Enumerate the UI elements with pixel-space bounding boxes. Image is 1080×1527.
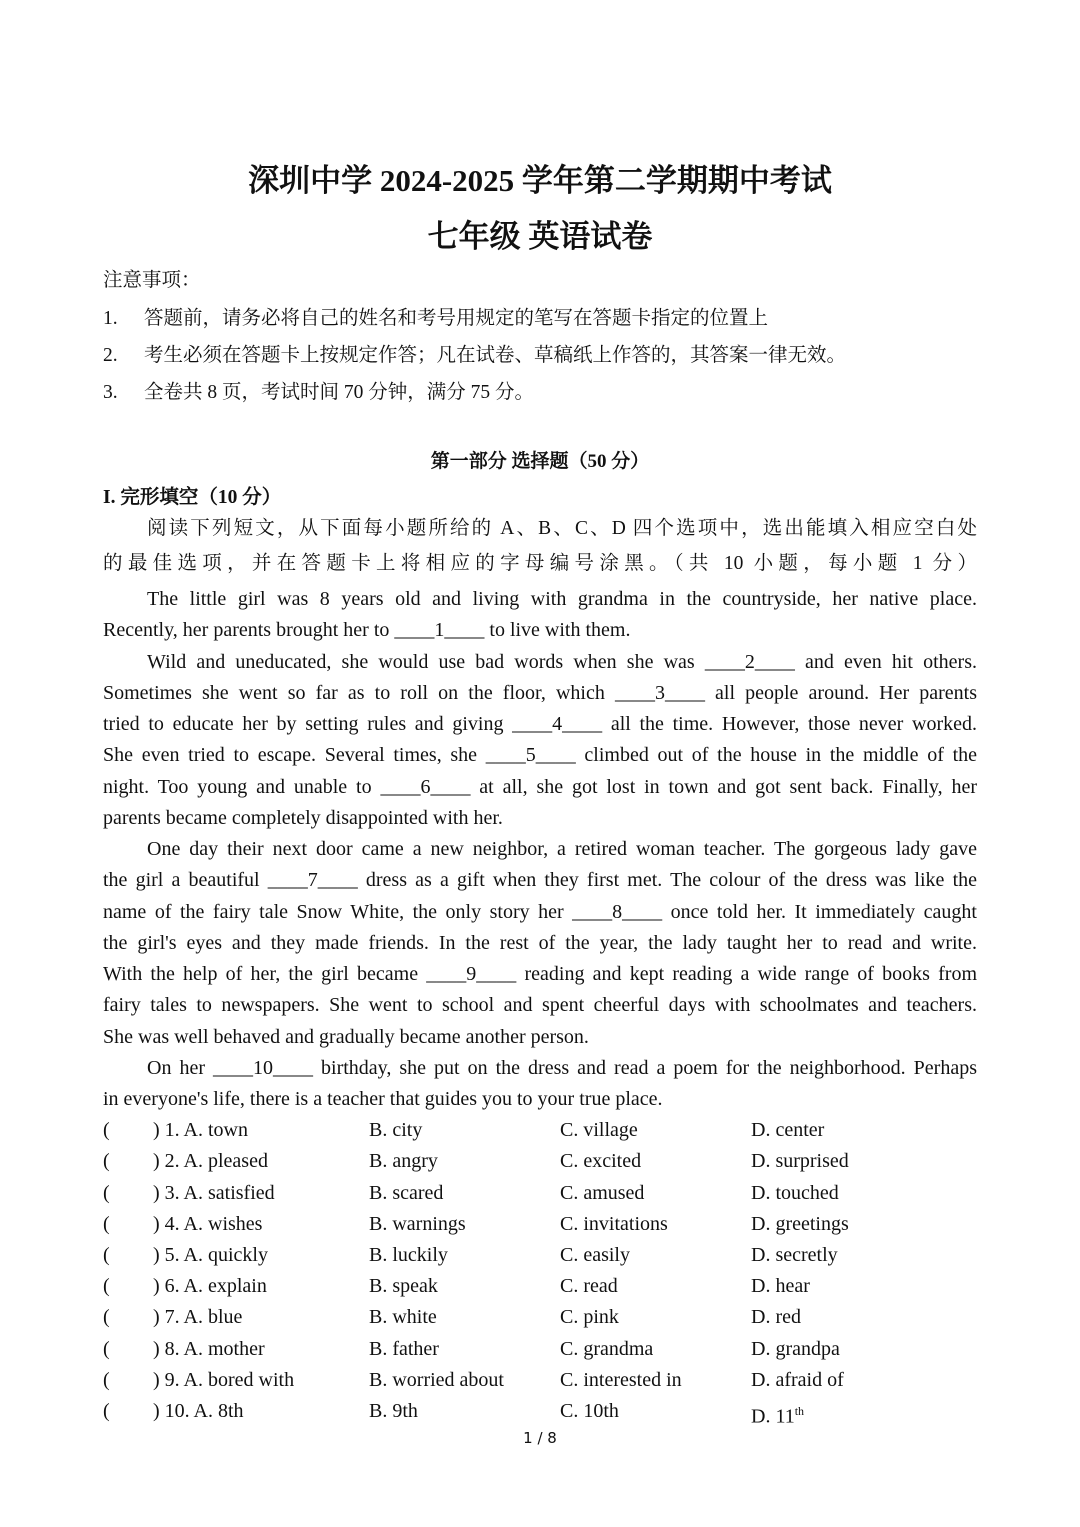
exam-subtitle: 七年级 英语试卷 <box>427 219 653 254</box>
open-paren-text: ( <box>103 1368 110 1391</box>
question-stem-option-a <box>153 1334 265 1365</box>
option-c-text: C. interested in <box>560 1368 682 1391</box>
open-paren <box>103 1271 110 1302</box>
option-b <box>369 1146 438 1177</box>
option-b <box>369 1302 437 1333</box>
part-title: I. 完形填空（10 分） <box>103 487 282 508</box>
open-paren-text: ( <box>103 1119 110 1142</box>
option-d <box>751 1146 849 1177</box>
option-d-text: D. secretly <box>751 1244 838 1267</box>
open-paren-text: ( <box>103 1150 110 1173</box>
option-c-text: C. amused <box>560 1181 645 1204</box>
question-row <box>0 1271 1080 1302</box>
question-stem-option-a-text: ) 1. A. town <box>153 1119 248 1142</box>
open-paren <box>103 1240 110 1271</box>
option-d-text: D. touched <box>751 1181 839 1204</box>
note-number: 3. <box>103 382 118 403</box>
question-stem-option-a-text: ) 8. A. mother <box>153 1337 265 1360</box>
option-b-text: B. speak <box>369 1275 438 1298</box>
passage-line: night. Too young and unable to ____6____ at all, she got lost in town and got sent back. Finally, her <box>103 775 977 798</box>
question-stem-option-a <box>153 1115 248 1146</box>
note-item <box>103 339 846 367</box>
open-paren <box>103 1178 110 1209</box>
question-stem-option-a-text: ) 3. A. satisfied <box>153 1181 275 1204</box>
option-c <box>560 1334 653 1365</box>
passage-line: With the help of her, the girl became ____9____ reading and kept reading a wide range of books from <box>103 963 977 985</box>
question-stem-option-a <box>153 1365 294 1396</box>
option-d-text: D. hear <box>751 1275 810 1298</box>
option-b-text: B. worried about <box>369 1368 504 1391</box>
open-paren-text: ( <box>103 1181 110 1204</box>
option-d <box>751 1209 849 1240</box>
open-paren-text: ( <box>103 1400 110 1423</box>
note-number: 1. <box>103 308 118 329</box>
open-paren <box>103 1396 110 1427</box>
option-c <box>560 1271 618 1302</box>
passage-line: Recently, her parents brought her to ____1____ to live with them. <box>103 619 631 642</box>
passage-line: tried to educate her by setting rules and giving ____4____ all the time. However, those never worked. <box>103 713 977 735</box>
option-c-text: C. excited <box>560 1150 642 1173</box>
option-d-text: D. grandpa <box>751 1337 840 1360</box>
option-c-text: C. read <box>560 1275 618 1298</box>
question-stem-option-a-text: ) 2. A. pleased <box>153 1150 268 1173</box>
open-paren-text: ( <box>103 1306 110 1329</box>
question-stem-option-a <box>153 1302 242 1333</box>
question-stem-option-a-text: ) 6. A. explain <box>153 1275 267 1298</box>
option-d-text: D. surprised <box>751 1150 849 1173</box>
passage-line: The little girl was 8 years old and living with grandma in the countryside, her native place. <box>147 588 977 610</box>
option-b <box>369 1240 448 1271</box>
passage-line: She even tried to escape. Several times, she ____5____ climbed out of the house in the middle of the <box>103 744 977 767</box>
option-d-text: D. afraid of <box>751 1368 844 1391</box>
question-row <box>0 1209 1080 1240</box>
option-d <box>751 1334 840 1365</box>
option-b-text: B. scared <box>369 1181 444 1204</box>
option-c <box>560 1396 619 1427</box>
question-stem-option-a-text: ) 5. A. quickly <box>153 1244 268 1267</box>
open-paren <box>103 1209 110 1240</box>
question-stem-option-a <box>153 1209 262 1240</box>
option-d <box>751 1271 810 1302</box>
passage-line: Wild and uneducated, she would use bad words when she was ____2____ and even hit others. <box>147 650 977 673</box>
passage-line: On her ____10____ birthday, she put on the dress and read a poem for the neighborhood. Perhaps <box>147 1056 977 1079</box>
option-b-text: B. city <box>369 1119 423 1142</box>
open-paren <box>103 1146 110 1177</box>
option-b <box>369 1396 418 1427</box>
question-row <box>0 1302 1080 1333</box>
note-text: 全卷共 8 页，考试时间 70 分钟，满分 75 分。 <box>144 382 535 403</box>
question-row <box>0 1146 1080 1177</box>
section-title: 第一部分 选择题（50 分） <box>430 451 650 472</box>
question-stem-option-a <box>153 1146 268 1177</box>
option-b <box>369 1115 422 1146</box>
passage-line: Sometimes she went so far as to roll on the floor, which ____3____ all people around. Her parents <box>103 681 977 704</box>
open-paren <box>103 1334 110 1365</box>
open-paren <box>103 1115 110 1146</box>
note-text: 考生必须在答题卡上按规定作答；凡在试卷、草稿纸上作答的，其答案一律无效。 <box>144 345 847 366</box>
option-c <box>560 1365 682 1396</box>
option-b <box>369 1271 438 1302</box>
passage-line: the girl's eyes and they made friends. In the rest of the year, the lady taught her to read and write. <box>103 931 977 954</box>
question-row <box>0 1396 1080 1427</box>
option-c-text: C. easily <box>560 1244 630 1267</box>
option-d-text: D. greetings <box>751 1212 849 1235</box>
question-row <box>0 1334 1080 1365</box>
option-b-text: B. warnings <box>369 1212 466 1235</box>
option-c <box>560 1146 641 1177</box>
option-b <box>369 1178 443 1209</box>
option-c-text: C. 10th <box>560 1400 619 1423</box>
option-d <box>751 1365 844 1396</box>
option-d <box>751 1302 801 1333</box>
instructions-line: 的最佳选项，并在答题卡上将相应的字母编号涂黑。（共 10 小题，每小题 1 分） <box>103 553 977 574</box>
option-d-text: D. red <box>751 1306 801 1329</box>
open-paren <box>103 1302 110 1333</box>
note-text: 答题前，请务必将自己的姓名和考号用规定的笔写在答题卡指定的位置上 <box>144 308 769 329</box>
option-b-text: B. white <box>369 1306 437 1329</box>
question-stem-option-a-text: ) 4. A. wishes <box>153 1212 263 1235</box>
option-c <box>560 1302 619 1333</box>
option-c <box>560 1209 668 1240</box>
option-d <box>751 1115 824 1146</box>
question-row <box>0 1115 1080 1146</box>
option-c-text: C. village <box>560 1119 638 1142</box>
option-b <box>369 1365 504 1396</box>
open-paren-text: ( <box>103 1275 110 1298</box>
option-c-text: C. grandma <box>560 1337 654 1360</box>
question-row <box>0 1178 1080 1209</box>
note-number: 2. <box>103 345 118 366</box>
question-stem-option-a <box>153 1178 275 1209</box>
open-paren-text: ( <box>103 1212 110 1235</box>
option-d <box>751 1396 804 1433</box>
passage-line: name of the fairy tale Snow White, the only story her ____8____ once told her. It immediately caught <box>103 900 977 923</box>
option-c <box>560 1115 638 1146</box>
passage-line: parents became completely disappointed with her. <box>103 806 503 829</box>
option-b-text: B. luckily <box>369 1244 448 1267</box>
passage-line: the girl a beautiful ____7____ dress as a gift when they first met. The colour of the dress was like the <box>103 869 977 892</box>
question-row <box>0 1365 1080 1396</box>
option-b <box>369 1209 466 1240</box>
option-d <box>751 1240 838 1271</box>
option-b <box>369 1334 439 1365</box>
open-paren-text: ( <box>103 1244 110 1267</box>
ordinal-suffix: th <box>794 1404 805 1419</box>
option-d-text: D. center <box>751 1119 825 1142</box>
notes-heading: 注意事项： <box>103 270 201 291</box>
question-stem-option-a-text: ) 10. A. 8th <box>153 1400 244 1423</box>
question-stem-option-a-text: ) 7. A. blue <box>153 1306 243 1329</box>
option-c <box>560 1240 630 1271</box>
question-stem-option-a <box>153 1240 268 1271</box>
option-d-text: D. 11 <box>751 1405 795 1428</box>
exam-title: 深圳中学 2024-2025 学年第二学期期中考试 <box>248 163 832 198</box>
question-stem-option-a <box>153 1396 244 1427</box>
passage-line: She was well behaved and gradually became another person. <box>103 1025 589 1048</box>
option-d <box>751 1178 839 1209</box>
option-b-text: B. father <box>369 1337 439 1360</box>
option-c-text: C. invitations <box>560 1212 668 1235</box>
option-c-text: C. pink <box>560 1306 619 1329</box>
passage-line: One day their next door came a new neighbor, a retired woman teacher. The gorgeous lady gave <box>147 838 977 860</box>
option-c <box>560 1178 644 1209</box>
instructions-line: 阅读下列短文，从下面每小题所给的 A、B、C、D 四个选项中，选出能填入相应空白处 <box>147 518 977 539</box>
open-paren-text: ( <box>103 1337 110 1360</box>
passage-line: in everyone's life, there is a teacher that guides you to your true place. <box>103 1088 663 1110</box>
note-item <box>103 376 534 404</box>
option-b-text: B. 9th <box>369 1400 418 1423</box>
page-number: 1 / 8 <box>523 1429 557 1447</box>
question-stem-option-a-text: ) 9. A. bored with <box>153 1368 295 1391</box>
passage-line: fairy tales to newspapers. She went to school and spent cheerful days with schoolmates and teachers. <box>103 994 977 1017</box>
question-stem-option-a <box>153 1271 267 1302</box>
note-item <box>103 302 768 330</box>
open-paren <box>103 1365 110 1396</box>
question-row <box>0 1240 1080 1271</box>
option-b-text: B. angry <box>369 1150 438 1173</box>
